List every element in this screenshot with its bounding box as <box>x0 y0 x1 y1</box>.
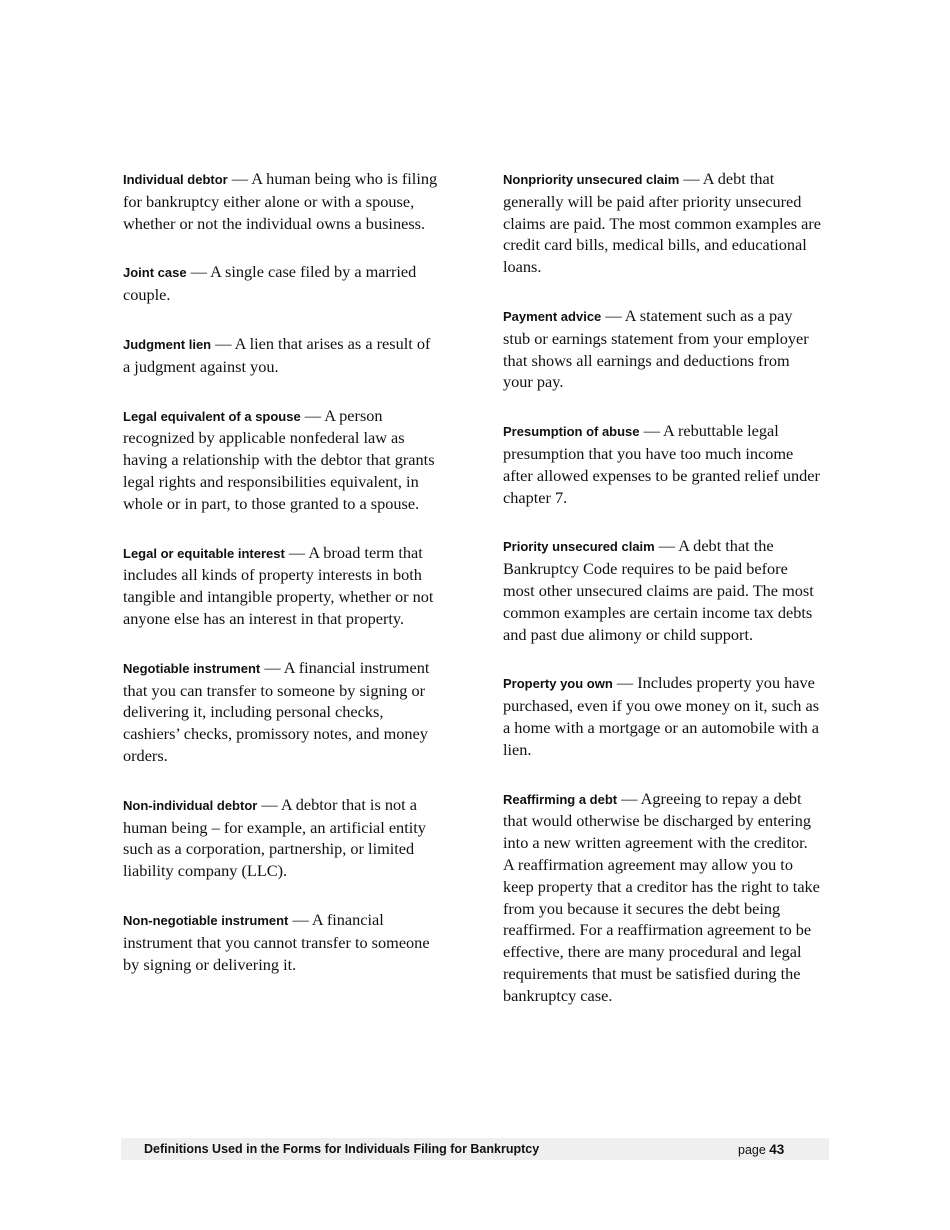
definition-text: — A debtor that is not a human being – for example, an artificial entity such as a corporation, partnership, or limited liability company (LLC). <box>123 794 426 881</box>
definition-term: Reaffirming a debt <box>503 791 618 807</box>
definition-term: Payment advice <box>503 308 602 324</box>
definitions-right-column <box>503 168 821 1034</box>
definition-text: — A lien that arises as a result of a judgment against you. <box>123 333 431 376</box>
definition-term: Negotiable instrument <box>123 660 261 676</box>
definition-entry <box>503 168 821 278</box>
definition-entry <box>123 333 441 378</box>
definition-text: — A broad term that includes all kinds of property interests in both tangible and intangible property, whether or not anyone else has an interest in that property. <box>123 542 434 628</box>
definition-entry <box>123 794 441 882</box>
definition-entry <box>503 420 821 508</box>
definition-entry <box>503 788 821 1007</box>
definition-text: — Agreeing to repay a debt that would otherwise be discharged by entering into a new written agreement with the creditor. A reaffirmation agreement may allow you to keep property that a creditor has the right to take from you because it secures the debt being reaffirmed. For a reaffirmation agreement to be effective, there are many procedural and legal requirements that must be satisfied during the bankruptcy case. <box>503 788 820 1005</box>
definition-entry <box>503 305 821 393</box>
definition-term: Priority unsecured claim <box>503 539 655 555</box>
definition-term: Legal equivalent of a spouse <box>123 408 301 424</box>
definition-text: — A rebuttable legal presumption that you have too much income after allowed expenses to be granted relief under chapter 7. <box>503 421 820 507</box>
definition-text: — Includes property you have purchased, even if you owe money on it, such as a home with a mortgage or an automobile with a lien. <box>503 673 820 759</box>
definition-term: Presumption of abuse <box>503 424 640 440</box>
definition-text: — A human being who is filing for bankruptcy either alone or with a spouse, whether or not the individual owns a business. <box>123 169 438 233</box>
definition-term: Joint case <box>123 265 187 281</box>
definition-entry <box>123 542 441 630</box>
definition-text: — A person recognized by applicable nonfederal law as having a relationship with the debtor that grants legal rights and responsibilities equivalent, in whole or in part, to those granted to a spouse. <box>123 405 435 513</box>
definition-term: Property you own <box>503 676 613 692</box>
definition-term: Legal or equitable interest <box>123 545 285 561</box>
definition-entry <box>123 168 441 234</box>
definition-term: Judgment lien <box>123 336 212 352</box>
definition-text: — A debt that the Bankruptcy Code requires to be paid before most other unsecured claims are paid. The most common examples are certain income tax debts and past due alimony or child support. <box>503 536 814 644</box>
definitions-left-column <box>123 168 441 1002</box>
definition-entry <box>123 657 441 767</box>
page-label: page <box>738 1143 770 1157</box>
page-number <box>738 1142 784 1157</box>
definition-entry <box>123 261 441 306</box>
definition-text: — A financial instrument that you can transfer to someone by signing or delivering it, including personal checks, cashiers’ checks, promissory notes, and money orders. <box>123 657 430 765</box>
definition-term: Non-negotiable instrument <box>123 912 289 928</box>
definition-term: Individual debtor <box>123 172 228 187</box>
definition-text: — A statement such as a pay stub or earnings statement from your employer that shows all earnings and deductions from your pay. <box>503 305 809 392</box>
page-footer <box>121 1138 829 1160</box>
definition-entry <box>503 535 821 645</box>
footer-title: Definitions Used in the Forms for Individuals Filing for Bankruptcy <box>144 1142 540 1156</box>
definition-text: — A financial instrument that you cannot transfer to someone by signing or delivering it. <box>123 909 430 974</box>
definition-entry <box>503 672 821 760</box>
definition-entry <box>123 909 441 975</box>
definition-entry <box>123 405 441 515</box>
page-number-value: 43 <box>769 1142 785 1157</box>
definition-text: — A debt that generally will be paid after priority unsecured claims are paid. The most common examples are credit card bills, medical bills, and educational loans. <box>503 169 821 277</box>
definition-text: — A single case filed by a married couple. <box>123 262 417 305</box>
definition-term: Nonpriority unsecured claim <box>503 172 680 187</box>
definition-term: Non-individual debtor <box>123 797 258 813</box>
